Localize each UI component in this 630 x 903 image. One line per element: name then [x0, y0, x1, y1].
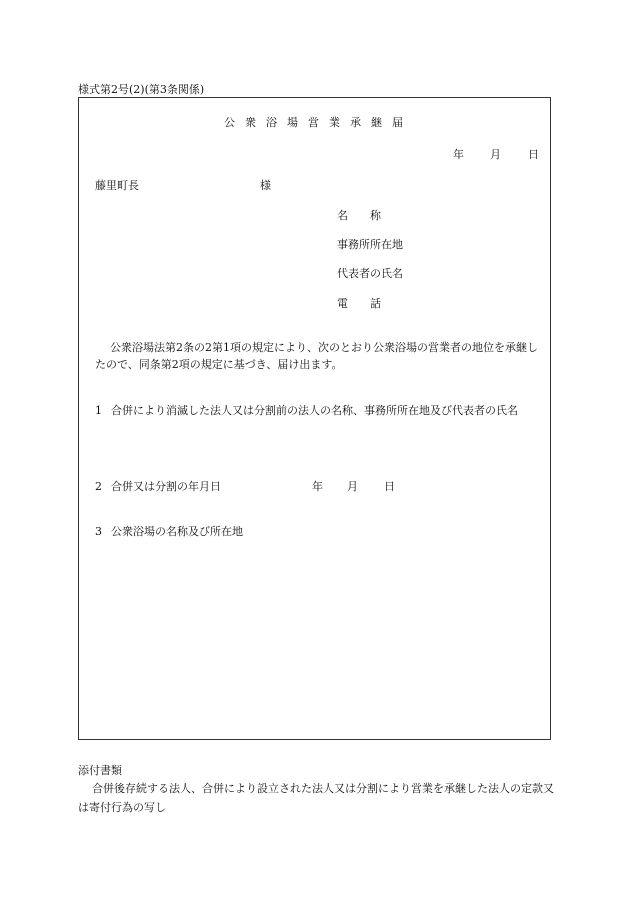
form-frame: [78, 97, 551, 740]
item-3-text: 公衆浴場の名称及び所在地: [111, 525, 243, 538]
item-2-day-label: 日: [384, 480, 395, 493]
item-3: [95, 523, 243, 539]
item-1-text: 合併により消滅した法人又は分割前の法人の名称、事務所所在地及び代表者の氏名: [111, 404, 518, 417]
declaration-paragraph: 公衆浴場法第2条の2第1項の規定により、次のとおり公衆浴場の営業者の地位を承継したので、同条第2項の規定に基づき、届け出ます。: [95, 341, 538, 371]
item-2-month-label: 月: [347, 480, 358, 493]
date-month-label: 月: [490, 148, 501, 161]
applicant-office-label: 事務所所在地: [337, 238, 403, 251]
form-number-label: 様式第2号(2)(第3条関係): [78, 83, 205, 96]
item-1: [95, 402, 518, 418]
item-1-number: 1: [95, 404, 102, 417]
item-2-text: 合併又は分割の年月日: [111, 480, 221, 493]
addressee-name: 藤里町長: [95, 179, 139, 192]
item-2: [95, 478, 221, 494]
addressee-honorific: 様: [260, 179, 271, 192]
date-day-label: 日: [528, 148, 539, 161]
applicant-name-label: 名 称: [337, 209, 381, 222]
form-title: 公衆浴場営業承継届: [224, 116, 413, 129]
attachments-heading: 添付書類: [78, 764, 122, 777]
applicant-representative-label: 代表者の氏名: [337, 267, 403, 280]
item-3-number: 3: [95, 525, 102, 538]
item-2-number: 2: [95, 480, 102, 493]
applicant-phone-label: 電 話: [337, 297, 381, 310]
attachments-body: 合併後存続する法人、合併により設立された法人又は分割により営業を承継した法人の定款又は寄付行為の写し: [78, 782, 554, 814]
date-year-label: 年: [453, 148, 464, 161]
item-2-year-label: 年: [312, 480, 323, 493]
